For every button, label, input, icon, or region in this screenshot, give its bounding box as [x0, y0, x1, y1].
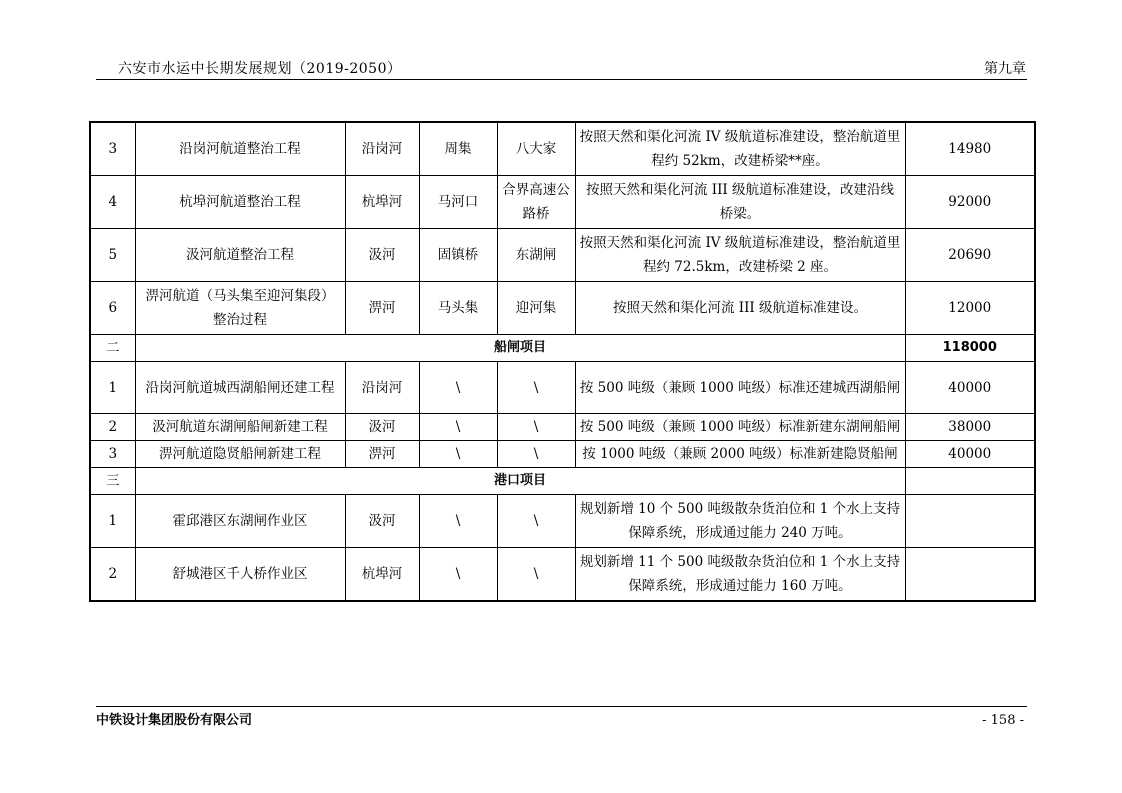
investment-amount: 14980 [905, 122, 1035, 176]
section-total [905, 468, 1035, 495]
end-point: \ [497, 362, 575, 414]
construction-content: 按 500 吨级（兼顾 1000 吨级）标准新建东湖闸船闸 [575, 414, 905, 441]
table-row [90, 441, 1035, 468]
section-number: 二 [90, 335, 135, 362]
end-point: 合界高速公路桥 [497, 176, 575, 229]
river-name: 杭埠河 [345, 176, 419, 229]
start-point: 固镇桥 [419, 229, 497, 282]
construction-content: 规划新增 11 个 500 吨级散杂货泊位和 1 个水上支持保障系统，形成通过能力 160 万吨。 [575, 548, 905, 602]
river-name: 杭埠河 [345, 548, 419, 602]
construction-content: 按照天然和渠化河流 IV 级航道标准建设，整治航道里程约 72.5km，改建桥梁 2 座。 [575, 229, 905, 282]
row-number: 1 [90, 495, 135, 548]
section-title: 港口项目 [135, 468, 905, 495]
construction-content: 按照天然和渠化河流 IV 级航道标准建设，整治航道里程约 52km，改建桥梁**座。 [575, 122, 905, 176]
river-name: 沿岗河 [345, 362, 419, 414]
river-name: 沿岗河 [345, 122, 419, 176]
table-row [90, 176, 1035, 229]
investment-amount: 12000 [905, 282, 1035, 335]
investment-amount: 40000 [905, 441, 1035, 468]
river-name: 淠河 [345, 441, 419, 468]
start-point: \ [419, 414, 497, 441]
row-number: 2 [90, 548, 135, 602]
end-point: 迎河集 [497, 282, 575, 335]
page-number: - 158 - [982, 713, 1024, 728]
section-title: 船闸项目 [135, 335, 905, 362]
project-name: 淠河航道（马头集至迎河集段）整治过程 [135, 282, 345, 335]
start-point: 马头集 [419, 282, 497, 335]
table-row [90, 495, 1035, 548]
construction-content: 按 500 吨级（兼顾 1000 吨级）标准还建城西湖船闸 [575, 362, 905, 414]
river-name: 淠河 [345, 282, 419, 335]
end-point: 东湖闸 [497, 229, 575, 282]
company-name: 中铁设计集团股份有限公司 [96, 713, 253, 728]
start-point: 周集 [419, 122, 497, 176]
header-divider [96, 79, 1027, 80]
row-number: 6 [90, 282, 135, 335]
project-name: 汲河航道整治工程 [135, 229, 345, 282]
section-row-locks [90, 335, 1035, 362]
river-name: 汲河 [345, 495, 419, 548]
end-point: \ [497, 414, 575, 441]
chapter-label: 第九章 [984, 61, 1026, 77]
project-table [89, 121, 1036, 602]
project-name: 汲河航道东湖闸船闸新建工程 [135, 414, 345, 441]
table-row [90, 122, 1035, 176]
row-number: 3 [90, 122, 135, 176]
start-point: 马河口 [419, 176, 497, 229]
project-name: 霍邱港区东湖闸作业区 [135, 495, 345, 548]
start-point: \ [419, 441, 497, 468]
document-title: 六安市水运中长期发展规划（2019-2050） [118, 61, 402, 77]
project-name: 杭埠河航道整治工程 [135, 176, 345, 229]
table-row [90, 362, 1035, 414]
start-point: \ [419, 548, 497, 602]
footer-divider [96, 706, 1027, 707]
table-row [90, 229, 1035, 282]
construction-content: 规划新增 10 个 500 吨级散杂货泊位和 1 个水上支持保障系统，形成通过能力 240 万吨。 [575, 495, 905, 548]
end-point: 八大家 [497, 122, 575, 176]
section-total: 118000 [905, 335, 1035, 362]
row-number: 5 [90, 229, 135, 282]
section-number: 三 [90, 468, 135, 495]
row-number: 3 [90, 441, 135, 468]
project-name: 沿岗河航道城西湖船闸还建工程 [135, 362, 345, 414]
project-name: 淠河航道隐贤船闸新建工程 [135, 441, 345, 468]
construction-content: 按照天然和渠化河流 III 级航道标准建设，改建沿线桥梁。 [575, 176, 905, 229]
river-name: 汲河 [345, 414, 419, 441]
river-name: 汲河 [345, 229, 419, 282]
end-point: \ [497, 495, 575, 548]
investment-amount: 38000 [905, 414, 1035, 441]
project-name: 沿岗河航道整治工程 [135, 122, 345, 176]
end-point: \ [497, 441, 575, 468]
investment-amount: 40000 [905, 362, 1035, 414]
row-number: 1 [90, 362, 135, 414]
investment-amount [905, 548, 1035, 602]
row-number: 2 [90, 414, 135, 441]
construction-content: 按照天然和渠化河流 III 级航道标准建设。 [575, 282, 905, 335]
end-point: \ [497, 548, 575, 602]
investment-amount [905, 495, 1035, 548]
table-row [90, 282, 1035, 335]
table-row [90, 414, 1035, 441]
table-row [90, 548, 1035, 602]
start-point: \ [419, 362, 497, 414]
project-name: 舒城港区千人桥作业区 [135, 548, 345, 602]
investment-amount: 20690 [905, 229, 1035, 282]
row-number: 4 [90, 176, 135, 229]
section-row-ports [90, 468, 1035, 495]
investment-amount: 92000 [905, 176, 1035, 229]
start-point: \ [419, 495, 497, 548]
construction-content: 按 1000 吨级（兼顾 2000 吨级）标准新建隐贤船闸 [575, 441, 905, 468]
